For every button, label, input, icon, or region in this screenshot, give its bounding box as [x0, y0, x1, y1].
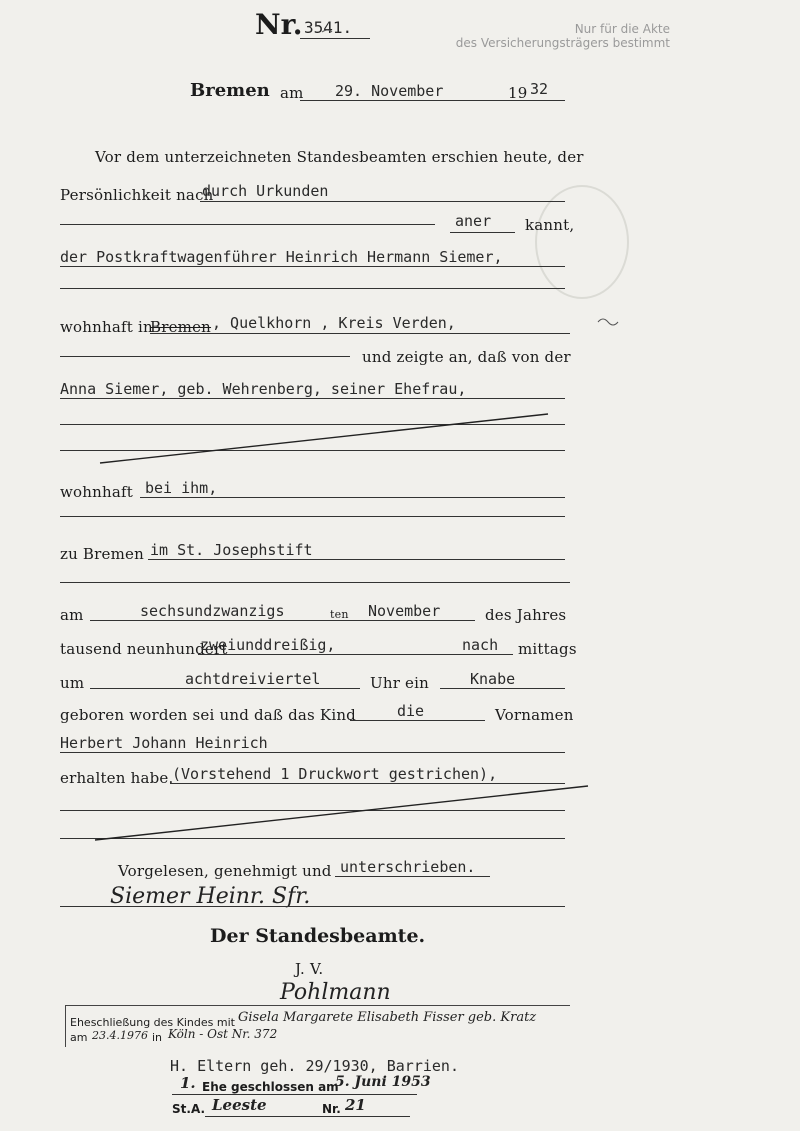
ehe-number: 1.: [180, 1074, 196, 1092]
ehe-label: Ehe geschlossen am: [202, 1080, 339, 1094]
tausend-label: tausend neunhundert: [60, 640, 228, 658]
wohnhaft2-value: bei ihm,: [145, 479, 218, 497]
nr-flourish: [322, 30, 332, 32]
um-label: um: [60, 674, 85, 692]
anzeige-text: und zeigte an, daß von der: [362, 348, 571, 366]
mother-value: Anna Siemer, geb. Wehrenberg, seiner Ehefrau,: [60, 380, 467, 398]
sta-value: Leeste: [212, 1096, 267, 1114]
informant-signature: Siemer Heinr. Sfr.: [110, 884, 311, 909]
sta-label: St.A.: [172, 1102, 206, 1116]
monat-value: November: [368, 602, 441, 620]
geburtsort-value: im St. Josephstift: [150, 541, 313, 559]
bekannt-suffix: kannt,: [525, 216, 575, 234]
marriage-in: in: [152, 1031, 163, 1044]
standesbeamte-title: Der Standesbeamte.: [210, 925, 426, 947]
des-jahres-label: des Jahres: [485, 606, 567, 624]
sta-nr-label: Nr.: [322, 1102, 341, 1116]
stamp-line2: des Versicherungsträgers bestimmt: [455, 36, 670, 50]
parents-note: H. Eltern geh. 29/1930, Barrien.: [170, 1057, 459, 1075]
persoenlichkeit-label: Persönlichkeit nach: [60, 186, 214, 204]
vorgelesen-label: Vorgelesen, genehmigt und: [118, 862, 332, 880]
marriage-place: Köln - Ost Nr. 372: [168, 1027, 278, 1041]
tag-value: sechsundzwanzigs: [140, 602, 285, 620]
wohnhaft2-label: wohnhaft: [60, 483, 133, 501]
iv-label: J. V.: [295, 960, 324, 978]
die-value: die: [397, 702, 425, 720]
intro-line: Vor dem unterzeichneten Standesbeamten erschien heute, der: [95, 148, 584, 166]
city: Bremen: [190, 80, 270, 101]
ehe-date: 5. Juni 1953: [335, 1074, 431, 1090]
year-prefix: 19: [508, 84, 528, 102]
year-suffix: 32: [530, 80, 549, 98]
informant-value: der Postkraftwagenführer Heinrich Hermann Siemer,: [60, 248, 503, 266]
wohnhaft-struck: Bremen: [150, 318, 212, 336]
marriage-am: am: [70, 1031, 88, 1044]
sta-nr-value: 21: [345, 1096, 366, 1114]
vornamen-value: Herbert Johann Heinrich: [60, 734, 268, 752]
wohnhaft-label: wohnhaft in: [60, 318, 153, 336]
vornamen-label: Vornamen: [495, 706, 574, 724]
diagonal-strike-2: [95, 786, 588, 840]
marriage-label: Eheschließung des Kindes mit: [70, 1016, 235, 1029]
am2-label: am: [60, 606, 84, 624]
date-value: 29. November: [335, 82, 444, 100]
am-label: am: [280, 84, 304, 102]
geschlecht-value: Knabe: [470, 670, 516, 688]
wohnhaft-value: , Quelkhorn , Kreis Verden,: [212, 314, 456, 332]
official-signature: Pohlmann: [280, 980, 391, 1005]
vermerk-value: (Vorstehend 1 Druckwort gestrichen),: [172, 765, 498, 783]
ten-suffix: ten: [330, 608, 349, 621]
marriage-name: Gisela Margarete Elisabeth Fisser geb. Kratz: [238, 1010, 537, 1025]
nr-label: Nr.: [255, 8, 303, 41]
uhrzeit-value: achtdreiviertel: [185, 670, 321, 688]
uhr-label: Uhr ein: [370, 674, 429, 692]
nach-value: nach: [462, 636, 499, 654]
geburtsort-label: zu Bremen: [60, 545, 144, 563]
unterschrieben-value: unterschrieben.: [340, 858, 476, 876]
erhalten-label: erhalten habe.: [60, 769, 174, 787]
stamp-line1: Nur für die Akte: [574, 22, 670, 36]
geboren-label: geboren worden sei und daß das Kind: [60, 706, 356, 724]
margin-scribble: [598, 319, 618, 325]
persoenlichkeit-value: durch Urkunden: [202, 182, 329, 200]
diagonal-strike-1: [100, 414, 548, 463]
jahr-value: zweiunddreißig,: [200, 636, 336, 654]
mittags-label: mittags: [518, 640, 577, 658]
nr-value: 3541.: [304, 18, 353, 37]
marriage-date: 23.4.1976: [92, 1029, 148, 1042]
bekannt-value: aner: [455, 212, 492, 230]
